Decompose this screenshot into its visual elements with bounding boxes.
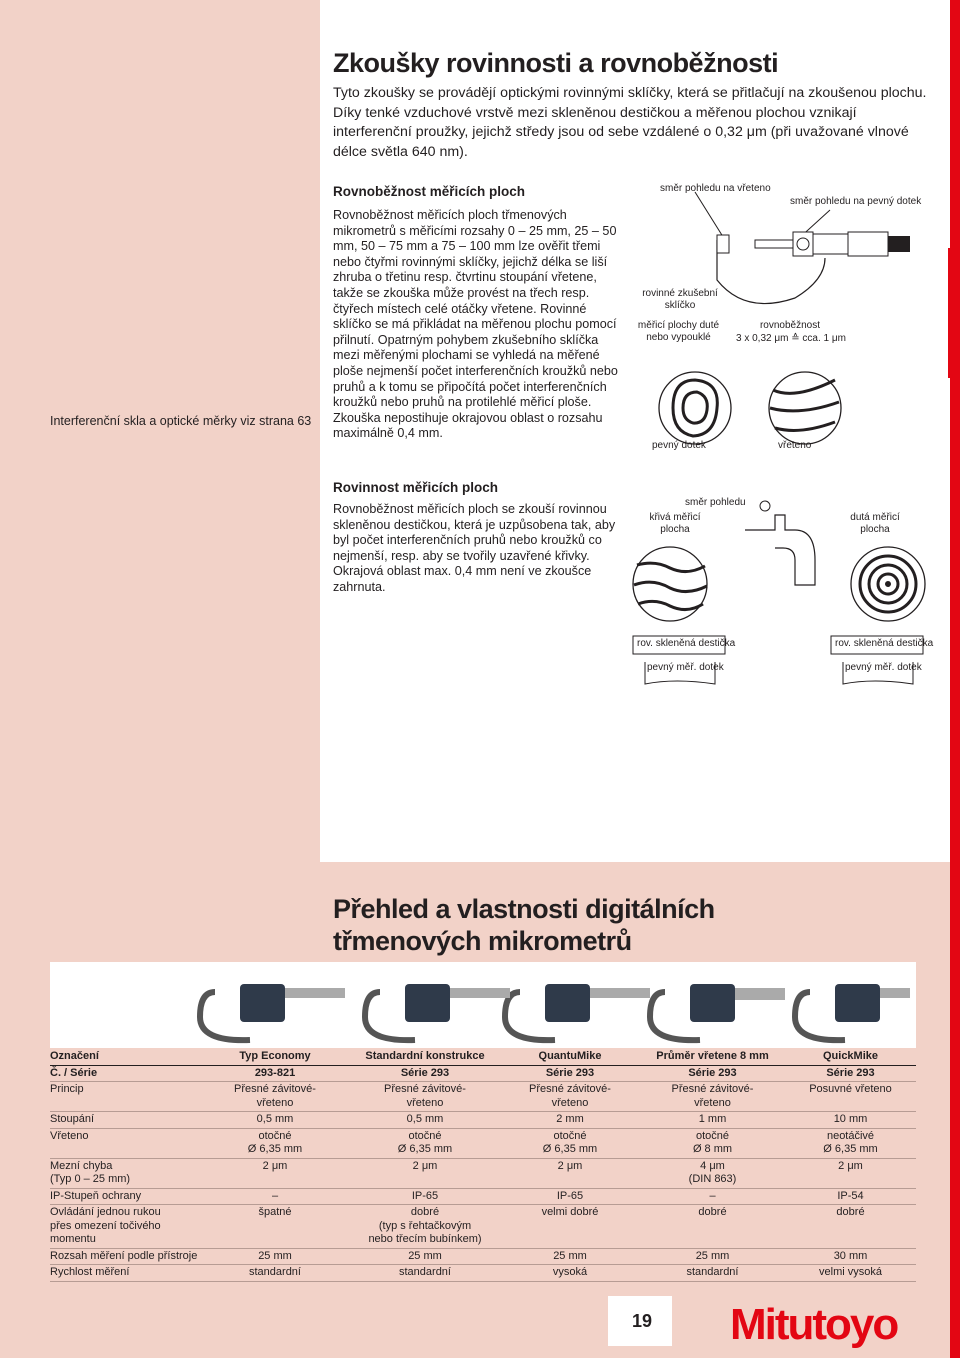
label-parallelism: rovnoběžnost [759, 320, 821, 331]
overview-title [333, 893, 715, 957]
table-cell: 25 mm [200, 1248, 350, 1265]
table-cell: Přesné závitové- vřeteno [500, 1082, 640, 1112]
row-label: Vřeteno [50, 1128, 200, 1158]
label-view-spindle: směr pohledu na vřeteno [660, 183, 771, 194]
table-cell: Posuvné vřeteno [785, 1082, 916, 1112]
label-flat-glass: rovinné zkušební sklíčko [642, 288, 718, 311]
label-view-anvil: směr pohledu na pevný dotek [790, 196, 922, 207]
table-cell: špatné [200, 1205, 350, 1249]
label-parallelism-value: 3 x 0,32 μm ≙ cca. 1 μm [736, 333, 846, 344]
table-cell: dobré [640, 1205, 785, 1249]
table-cell: dobré (typ s řehtačkovým nebo třecím bubínkem) [350, 1205, 500, 1249]
table-cell: Přesné závitové- vřeteno [350, 1082, 500, 1112]
flatness-text: Rovnoběžnost měřicích ploch se zkouší rovinnou skleněnou destičkou, která je uzpůsobena tak, aby byl počet interferenčních pruhů nebo kroužků co nejmenší, resp. aby se tvořily uzavřené křivky. Okrajová oblast max. 0,4 mm není ve zkoušce zahrnuta. [333, 502, 616, 594]
table-cell: Série 293 [785, 1065, 916, 1082]
row-label: Mezní chyba (Typ 0 – 25 mm) [50, 1158, 200, 1188]
table-row [50, 1265, 916, 1282]
table-cell: – [640, 1188, 785, 1205]
table-cell: 10 mm [785, 1112, 916, 1129]
table-cell: standardní [200, 1265, 350, 1282]
row-label: Stoupání [50, 1112, 200, 1129]
label-anvil-right: pevný měř. dotek [845, 662, 922, 673]
table-cell: Průměr vřetene 8 mm [640, 1050, 785, 1065]
table-cell: neotáčivé Ø 6,35 mm [785, 1128, 916, 1158]
row-label: IP-Stupeň ochrany [50, 1188, 200, 1205]
table-cell: 30 mm [785, 1248, 916, 1265]
table-cell: IP-65 [350, 1188, 500, 1205]
label-hollow: dutá měřicí plocha [850, 512, 900, 535]
table-cell: Standardní konstrukce [350, 1050, 500, 1065]
table-cell: velmi dobré [500, 1205, 640, 1249]
table-row [50, 1188, 916, 1205]
overview-title-line2: třmenových mikrometrů [333, 926, 632, 956]
micrometer-images [50, 962, 916, 1048]
table-cell: otočné Ø 6,35 mm [500, 1128, 640, 1158]
table-cell: otočné Ø 6,35 mm [200, 1128, 350, 1158]
label-convex: měřicí plochy duté nebo vypouklé [637, 320, 720, 343]
table-cell: velmi vysoká [785, 1265, 916, 1282]
table-row [50, 1082, 916, 1112]
label-anvil: pevný dotek [652, 440, 706, 451]
table-row [50, 1128, 916, 1158]
table-row [50, 1112, 916, 1129]
parallel-text: Rovnoběžnost měřicích ploch třmenových mikrometrů s měřicími rozsahy 0 – 25 mm, 25 – 50 mm, 50 – 75 mm a 75 – 100 mm lze ověřit třemi nebo čtyřmi rovinnými sklíčky, jejichž délka se liší zhruba o třetinu resp. čtvrtinu stoupání vřetene, takže se zkouška může provést na třech resp. čtyřech místech celé otáčky vřetene. Rovinné sklíčko se má přikládat na měřenou plochu pomocí přilnutí. Opatrným pohybem zkušebního sklíčka mezi měřenými plochami se vyhledá na měřené ploše nejmenší počet interferenčních kroužků nebo pruhů a k tomu se připočítá počet interferenčních kroužků nebo pruhů na protilehlé měřicí ploše. Zkouška nepostihuje okrajovou oblast o rozsahu maximálně 0,4 mm. [333, 208, 618, 441]
intro-text: Tyto zkoušky se provádějí optickými rovinnými sklíčky, která se přitlačují na zkoušenou plochu. Díky tenké vzduchové vrstvě mezi skleněnou destičkou a měřenou plochou vznikají interferenční proužky, jejichž středy jsou od sebe vzdálené o 0,32 μm (při uvažované vlnové délce světla 640 nm). [333, 85, 927, 160]
table-cell: 293-821 [200, 1065, 350, 1082]
product-photos [50, 962, 916, 1048]
table-cell: Série 293 [350, 1065, 500, 1082]
label-view: směr pohledu [685, 497, 746, 508]
table-cell: Přesné závitové- vřeteno [640, 1082, 785, 1112]
table-cell: 4 μm (DIN 863) [640, 1158, 785, 1188]
row-label: Ovládání jednou rukou přes omezení točivého momentu [50, 1205, 200, 1249]
table-row [50, 1248, 916, 1265]
spec-table [50, 1050, 916, 1282]
row-label: Rychlost měření [50, 1265, 200, 1282]
label-anvil-left: pevný měř. dotek [647, 662, 724, 673]
table-cell: IP-54 [785, 1188, 916, 1205]
table-cell: 0,5 mm [350, 1112, 500, 1129]
edge-marker [948, 248, 960, 378]
table-cell: Série 293 [640, 1065, 785, 1082]
table-cell: 2 μm [500, 1158, 640, 1188]
table-cell: QuantuMike [500, 1050, 640, 1065]
table-row [50, 1158, 916, 1188]
table-cell: 25 mm [500, 1248, 640, 1265]
flatness-heading: Rovinnost měřicích ploch [333, 480, 499, 495]
edge-bar [950, 0, 960, 1358]
label-glass-right: rov. skleněná destička [835, 638, 934, 649]
label-glass-left: rov. skleněná destička [637, 638, 736, 649]
table-cell: 1 mm [640, 1112, 785, 1129]
parallel-heading: Rovnoběžnost měřicích ploch [333, 184, 526, 199]
table-cell: 25 mm [640, 1248, 785, 1265]
table-cell: 25 mm [350, 1248, 500, 1265]
label-spindle: vřeteno [778, 440, 812, 451]
table-cell: 2 μm [350, 1158, 500, 1188]
table-cell: Typ Economy [200, 1050, 350, 1065]
row-label: Č. / Série [50, 1065, 200, 1082]
label-curved: křivá měřicí plocha [649, 512, 701, 535]
table-cell: standardní [350, 1265, 500, 1282]
table-cell: Série 293 [500, 1065, 640, 1082]
table-row [50, 1050, 916, 1065]
table-cell: 2 μm [200, 1158, 350, 1188]
table-cell: vysoká [500, 1265, 640, 1282]
table-cell: otočné Ø 8 mm [640, 1128, 785, 1158]
row-label: Rozsah měření podle přístroje [50, 1248, 200, 1265]
page-number: 19 [632, 1311, 653, 1331]
table-cell: standardní [640, 1265, 785, 1282]
table-cell: IP-65 [500, 1188, 640, 1205]
table-cell: otočné Ø 6,35 mm [350, 1128, 500, 1158]
table-cell: 0,5 mm [200, 1112, 350, 1129]
table-cell: QuickMike [785, 1050, 916, 1065]
table-row [50, 1065, 916, 1082]
table-row [50, 1205, 916, 1249]
row-label: Označení [50, 1050, 200, 1065]
table-cell: 2 mm [500, 1112, 640, 1129]
section-title: Zkoušky rovinnosti a rovnoběžnosti [333, 48, 779, 78]
side-note: Interferenční skla a optické měrky viz strana 63 [50, 414, 312, 428]
table-cell: dobré [785, 1205, 916, 1249]
table-cell: – [200, 1188, 350, 1205]
overview-title-line1: Přehled a vlastnosti digitálních [333, 894, 715, 924]
table-cell: 2 μm [785, 1158, 916, 1188]
table-cell: Přesné závitové- vřeteno [200, 1082, 350, 1112]
row-label: Princip [50, 1082, 200, 1112]
brand-logo: Mitutoyo [730, 1300, 898, 1349]
